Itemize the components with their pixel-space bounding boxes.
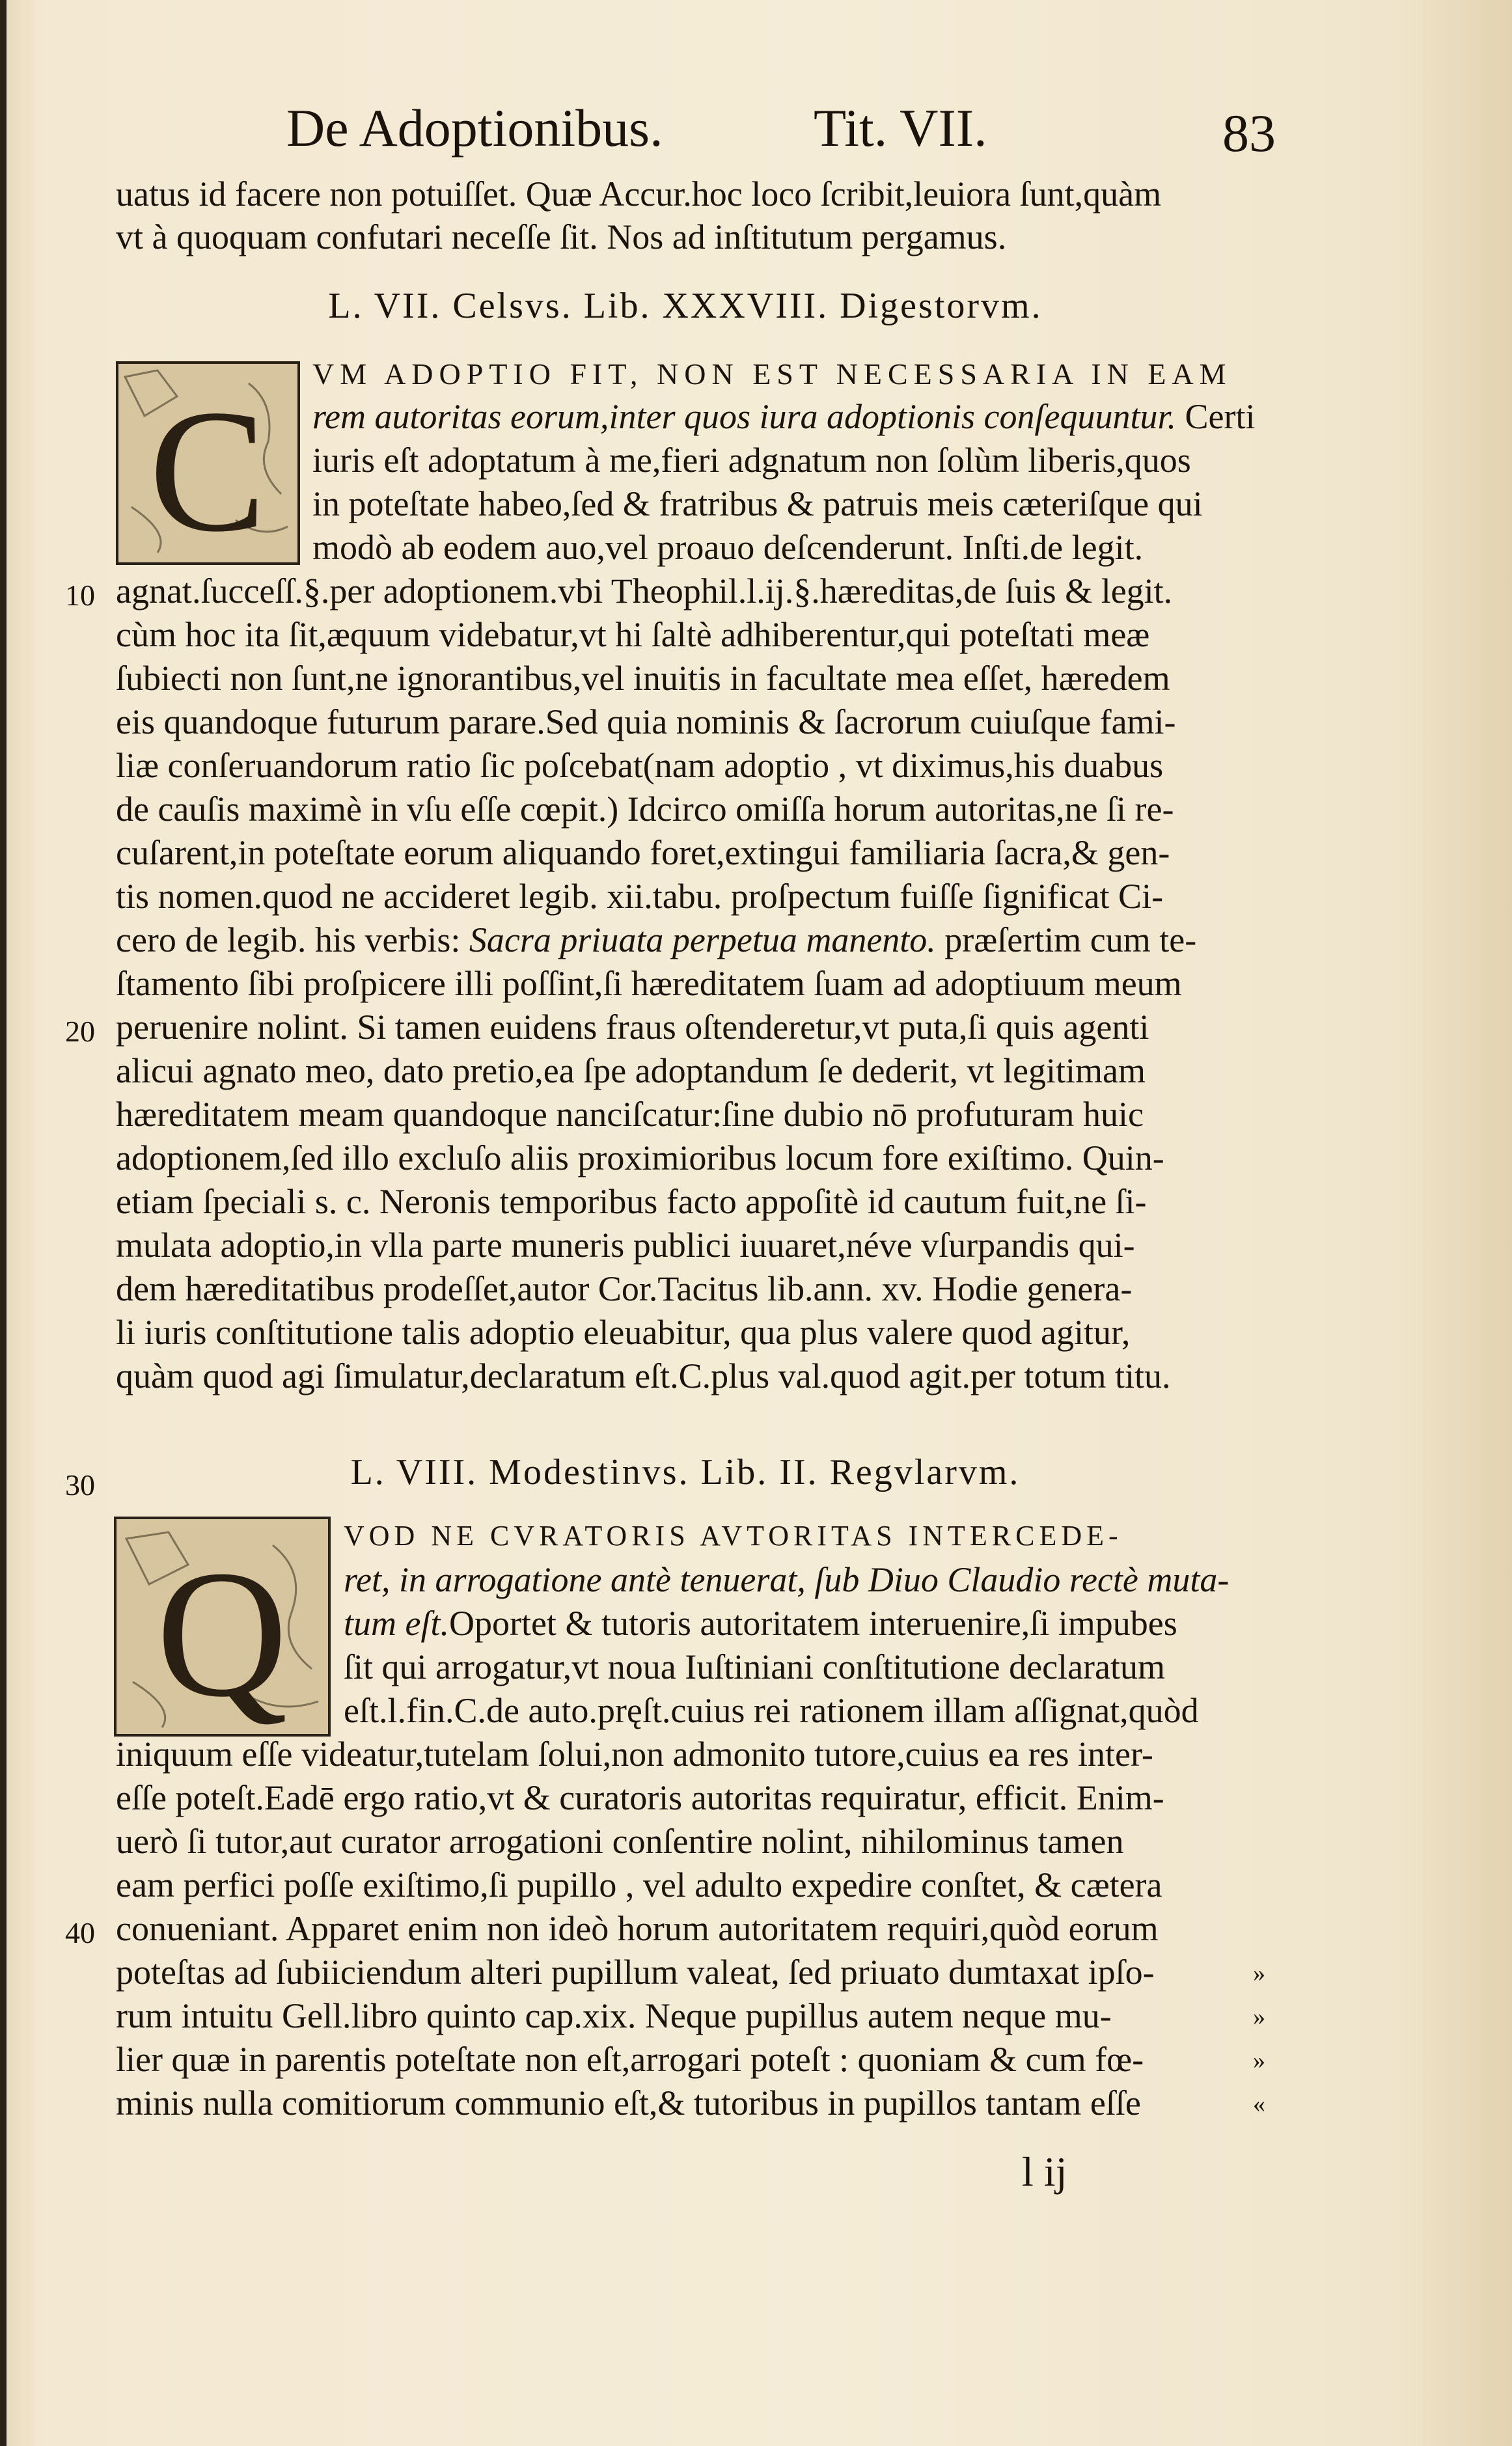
text-line: poteſtas ad ſubiiciendum alteri pupillum valeat, ſed priuato dumtaxat ipſo- [116,1953,1155,1992]
text-line: eſt.l.fin.C.de auto.pręſt.cuius rei rationem illam aſſignat,quòd [344,1691,1199,1730]
text-line: adoptionem,ſed illo excluſo aliis proximioribus locum fore exiſtimo. Quin- [116,1138,1164,1177]
italic-text: rem autoritas eorum,inter quos iura adoptionis conſequuntur. [312,397,1177,436]
line-number: 20 [65,1015,95,1048]
line-number: 10 [65,579,95,612]
text-line: ret, in arrogatione antè tenuerat, ſub Diuo Claudio rectè muta- [344,1560,1230,1599]
signature-mark: l ij [1022,2149,1067,2195]
text-line: dem hæreditatibus prodeſſet,autor Cor.Tacitus lib.ann. xv. Hodie genera- [116,1269,1133,1308]
text-line: mulata adoptio,in vlla parte muneris publici iuuaret,néve vſurpandis qui- [116,1226,1135,1265]
text-line [344,1604,1177,1643]
section-heading: L. VIII. Modestinvs. Lib. II. Regvlarvm. [350,1452,1021,1492]
text-line: etiam ſpeciali s. c. Neronis temporibus facto appoſitè id cautum fuit,ne ſi- [116,1182,1147,1221]
text-line: de cauſis maximè in vſu eſſe cœpit.) Idcirco omiſſa horum autoritas,ne ſi re- [116,790,1174,829]
margin-mark: » [1253,2003,1267,2031]
text-line: minis nulla comitiorum communio eſt,& tutoribus in pupillos tantam eſſe [116,2083,1141,2123]
text-line: eſſe poteſt.Eadē ergo ratio,vt & curatoris autoritas requiratur, efficit. Enim- [116,1778,1164,1817]
text-line: ſubiecti non ſunt,ne ignorantibus,vel inuitis in facultate mea eſſet, hæredem [116,659,1170,698]
margin-mark: » [1253,1960,1267,1987]
text-line [116,920,1196,959]
text-line: hæreditatem meam quandoque nanciſcatur:ſine dubio nō profuturam huic [116,1095,1144,1134]
text-line: uerò ſi tutor,aut curator arrogationi conſentire nolint, nihilominus tamen [116,1822,1124,1861]
text-line: alicui agnato meo, dato pretio,ea ſpe adoptandum ſe dederit, vt legitimam [116,1051,1146,1090]
text-line: eam perfici poſſe exiſtimo,ſi pupillo , vel adulto expedire conſtet, & cætera [116,1865,1162,1904]
text-line: tis nomen.quod ne accideret legib. xii.tabu. proſpectum fuiſſe ſignificat Ci- [116,877,1164,916]
text-line: conueniant. Apparet enim non ideò horum autoritatem requiri,quòd eorum [116,1909,1159,1948]
text-span: Certi [1176,397,1256,436]
page-edge [0,0,7,2446]
text-line: eis quandoque futurum parare.Sed quia nominis & ſacrorum cuiuſque fami- [116,702,1176,741]
text-span: cero de legib. his verbis: [116,920,469,959]
text-line: lier quæ in parentis poteſtate non eſt,arrogari poteſt : quoniam & cum fœ- [116,2040,1144,2079]
text-line: iniquum eſſe videatur,tutelam ſolui,non admonito tutore,cuius ea res inter- [116,1735,1153,1774]
decorated-initial-c [116,361,300,565]
text-line: cùm hoc ita ſit,æquum videbatur,vt hi ſaltè adhiberentur,qui poteſtati meæ [116,615,1150,654]
margin-mark: » [1253,2047,1267,2074]
initial-letter-c: C [148,374,267,562]
text-line: ſtamento ſibi proſpicere illi poſſint,ſi hæreditatem ſuam ad adoptiuum meum [116,964,1182,1003]
decorated-initial-q [114,1517,331,1737]
text-line: VOD NE CVRATORIS AVTORITAS INTERCEDE- [344,1520,1123,1552]
text-line: quàm quod agi ſimulatur,declaratum eſt.C.plus val.quod agit.per totum titu. [116,1356,1171,1395]
text-line: in poteſtate habeo,ſed & fratribus & patruis meis cæteriſque qui [312,484,1203,523]
line-number: 30 [65,1468,95,1502]
section-heading: L. VII. Celsvs. Lib. XXXVIII. Digestorvm. [328,286,1043,326]
text-line: liæ conſeruandorum ratio ſic poſcebat(nam adoptio , vt diximus,his duabus [116,746,1164,785]
page-number: 83 [1222,103,1276,163]
line-number: 40 [65,1916,95,1949]
text-line [312,397,1256,436]
initial-letter-q: Q [156,1532,288,1734]
text-line: ſit qui arrogatur,vt noua Iuſtiniani conſtitutione declaratum [344,1647,1165,1686]
text-span: Oportet & tutoris autoritatem interuenire,ſi impubes [448,1604,1177,1643]
margin-mark: « [1253,2091,1267,2118]
header-section: Tit. VII. [814,98,987,158]
italic-text: tum eſt. [344,1604,449,1643]
header-title: De Adoptionibus. [286,98,663,158]
text-line: li iuris conſtitutione talis adoptio eleuabitur, qua plus valere quod agitur, [116,1313,1131,1352]
text-line: vt à quoquam confutari neceſſe ſit. Nos ad inſtitutum pergamus. [116,217,1007,256]
text-line: agnat.ſucceſſ.§.per adoptionem.vbi Theophil.l.ij.§.hæreditas,de ſuis & legit. [116,571,1173,611]
text-line: modò ab eodem auo,vel proauo deſcenderunt. Inſti.de legit. [312,528,1144,567]
text-line: iuris eſt adoptatum à me,fieri adgnatum non ſolùm liberis,quos [312,441,1191,480]
text-line: VM ADOPTIO FIT, NON EST NECESSARIA IN EAM [312,357,1232,391]
text-line: peruenire nolint. Si tamen euidens fraus oſtenderetur,vt puta,ſi quis agenti [116,1008,1149,1047]
text-line: rum intuitu Gell.libro quinto cap.xix. Neque pupillus autem neque mu- [116,1996,1112,2035]
text-line: uatus id facere non potuiſſet. Quæ Accur.hoc loco ſcribit,leuiora ſunt,quàm [116,174,1162,213]
text-span: præſertim cum te- [935,920,1197,959]
italic-text: Sacra priuata perpetua manento. [469,920,936,959]
text-line: cuſarent,in poteſtate eorum aliquando foret,extingui familiaria ſacra,& gen- [116,833,1170,872]
running-header [286,98,1276,176]
